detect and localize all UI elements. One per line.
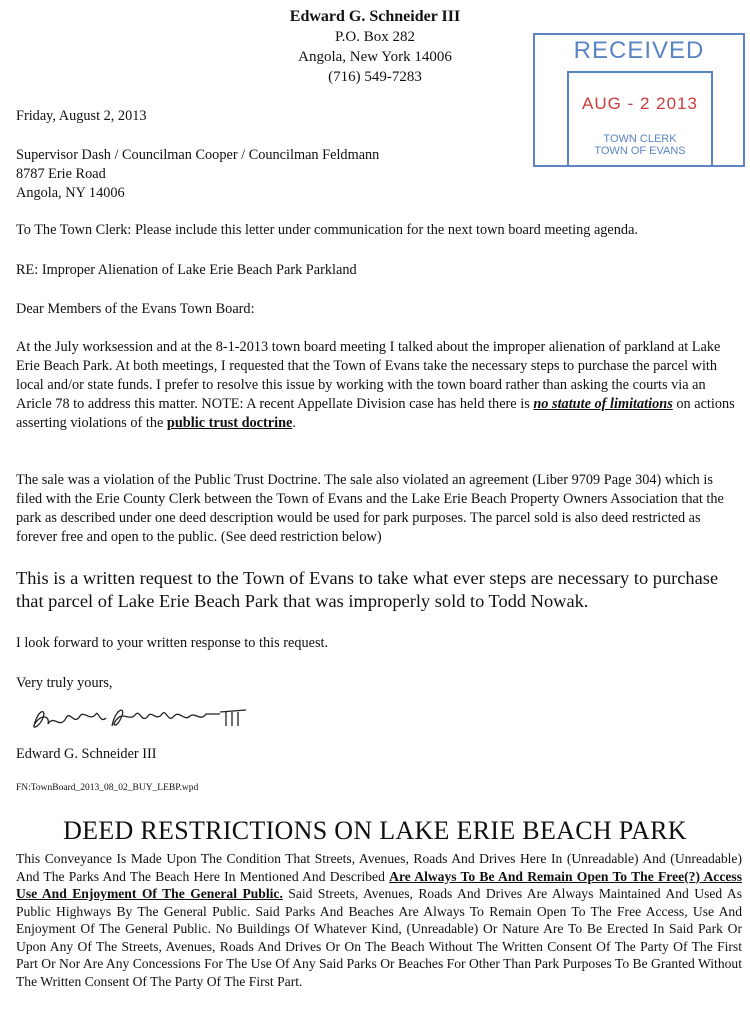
paragraph-1-text: At the July worksession and at the 8-1-2013 town board meeting I talked about the improper alienation of parkland at Lake Erie Beach Park. At both meetings, I requested that the Town of Evans take the necessary steps to purchase the parcel with local and/or state funds. I prefer to resolve this issue by working with the town board rather than asking the courts via an Aricle 78 to address this matter. NOTE: A recent Appellate Division case has held there is: [16, 339, 721, 412]
letter-date: Friday, August 2, 2013: [16, 108, 147, 124]
paragraph-1-end: .: [292, 415, 296, 431]
recipient-names: Supervisor Dash / Councilman Cooper / Councilman Feldmann: [16, 147, 380, 163]
deed-title: DEED RESTRICTIONS ON LAKE ERIE BEACH PARK: [63, 816, 687, 845]
sender-phone: (716) 549-7283: [328, 69, 422, 85]
sender-address-line1: P.O. Box 282: [334, 29, 416, 45]
deed-text: [16, 850, 742, 990]
public-trust-doctrine-emphasis: public trust doctrine: [166, 415, 293, 431]
deed-text-b: Said Streets, Avenues, Roads And Drives Are Always Maintained And Used As Public Highways By The General Public. Said Parks And Beaches Are Always To Remain Open To The Free Access, Use And Enjoyment Of The General Public. No Buildings Of Whatever Kind, (Unreadable) Or Nature Are To Be Erected In Said Park Or Upon Any Of The Streets, Avenues, Roads And Drives Or On The Beach Without The Written Consent Of The Party Of The First Part Or Nor Are Any Concessions For The Use Of Any Said Parks Or Beaches For Other Than Park Purposes To Be Granted Without The Written Consent Of The Party Of The First Part.: [16, 886, 742, 989]
signer-name: Edward G. Schneider III: [16, 746, 157, 762]
stamp-line2: TOWN OF EVANS: [594, 145, 686, 157]
paragraph-1: [16, 338, 738, 433]
written-request: This is a written request to the Town of Evans to take what ever steps are necessary to purchase that parcel of Lake Erie Beach Park that was improperly sold to Todd Nowak.: [16, 568, 719, 611]
deed-emphasis: Are Always To Be And Remain Open To The Free(?) Access Use And Enjoyment Of The General Public.: [16, 868, 742, 901]
recipient-block: [16, 146, 738, 203]
stamp-line1: TOWN CLERK: [603, 133, 677, 145]
signature-scribble: [20, 700, 260, 740]
no-statute-emphasis: no statute of limitations: [533, 396, 673, 412]
deed-text-a: This Conveyance Is Made Upon The Condition That Streets, Avenues, Roads And Drives Here In (Unreadable) And (Unreadable) And The Parks And The Beach Here In Mentioned And Described: [16, 851, 742, 884]
signature: [20, 700, 260, 740]
recipient-city: Angola, NY 14006: [16, 185, 125, 201]
stamp-date: AUG - 2 2013: [582, 94, 698, 113]
file-name: FN:TownBoard_2013_08_02_BUY_LEBP.wpd: [16, 783, 199, 793]
stamp-title: RECEIVED: [573, 37, 705, 64]
paragraph-1-text-b: on actions asserting violations of the: [16, 396, 735, 431]
closing-line: I look forward to your written response to this request.: [16, 635, 329, 651]
clerk-note: To The Town Clerk: Please include this letter under communication for the next town board meeting agenda.: [16, 222, 638, 238]
recipient-street: 8787 Erie Road: [16, 166, 106, 182]
re-line: RE: Improper Alienation of Lake Erie Beach Park Parkland: [16, 262, 357, 278]
sender-address-line2: Angola, New York 14006: [298, 49, 452, 65]
paragraph-2: The sale was a violation of the Public Trust Doctrine. The sale also violated an agreement (Liber 9709 Page 304) which is filed with the Erie County Clerk between the Town of Evans and the Lake Erie Beach Property Owners Association that the park as described under one deed description would be used for park purposes. The parcel sold is also deed restricted as forever free and open to the public. (See deed restriction below): [16, 472, 724, 545]
valediction: Very truly yours,: [16, 675, 113, 691]
sender-name: Edward G. Schneider III: [289, 8, 461, 25]
salutation: Dear Members of the Evans Town Board:: [16, 301, 255, 317]
